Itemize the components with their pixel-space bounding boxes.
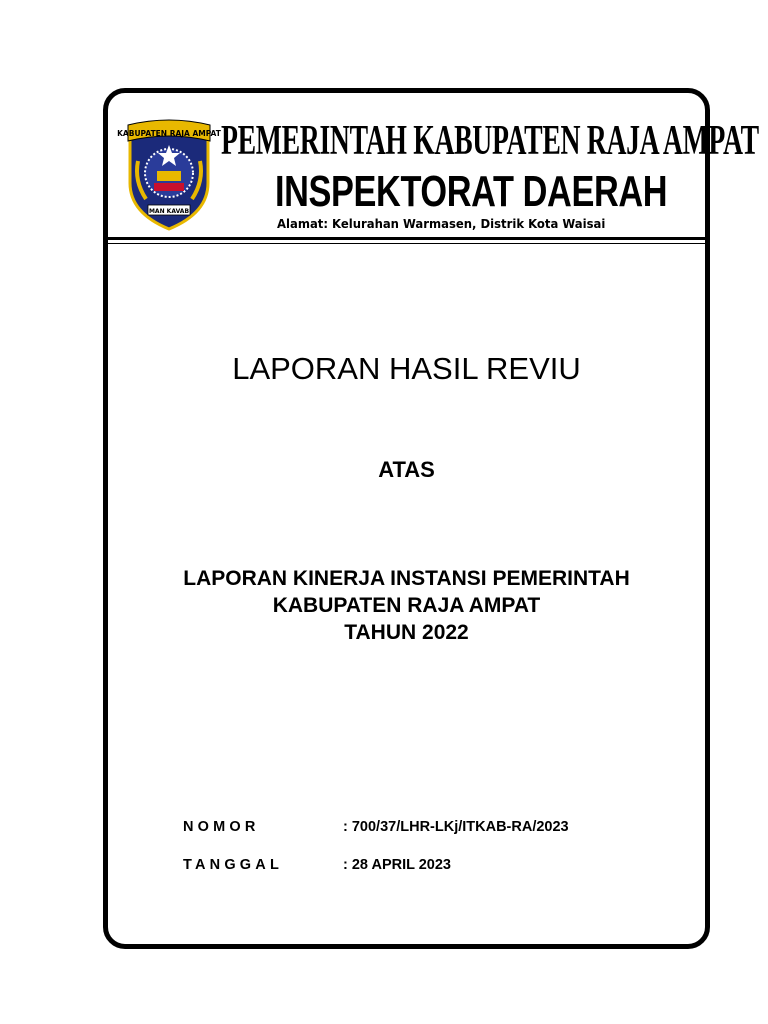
report-date-value: : 28 APRIL 2023 (343, 857, 451, 873)
report-title: LAPORAN HASIL REVIU (232, 351, 581, 386)
header-divider-thick (108, 237, 705, 240)
report-connector: ATAS (378, 457, 435, 482)
report-subject (108, 565, 705, 646)
regency-seal-icon (117, 121, 221, 231)
report-date-label: TANGGAL (183, 857, 284, 873)
report-number-value: : 700/37/LHR-LKj/ITKAB-RA/2023 (343, 819, 569, 835)
subject-line: LAPORAN KINERJA INSTANSI PEMERINTAH (183, 567, 630, 590)
subject-line: KABUPATEN RAJA AMPAT (272, 594, 541, 617)
agency-address: Alamat: Kelurahan Warmasen, Distrik Kota Waisai (277, 216, 606, 231)
report-number-label: NOMOR (183, 819, 260, 835)
subject-line: TAHUN 2022 (344, 621, 469, 644)
document-border (103, 88, 759, 949)
agency-name: INSPEKTORAT DAERAH (275, 167, 668, 216)
report-number-row (183, 818, 569, 836)
government-name: PEMERINTAH KABUPATEN RAJA AMPAT (221, 118, 759, 164)
report-date-row (183, 856, 451, 874)
seal-banner-text: KABUPATEN RAJA AMPAT (117, 129, 221, 138)
seal-motto-text: MAN KAVAB (148, 208, 190, 215)
header-divider-thin (108, 243, 705, 244)
